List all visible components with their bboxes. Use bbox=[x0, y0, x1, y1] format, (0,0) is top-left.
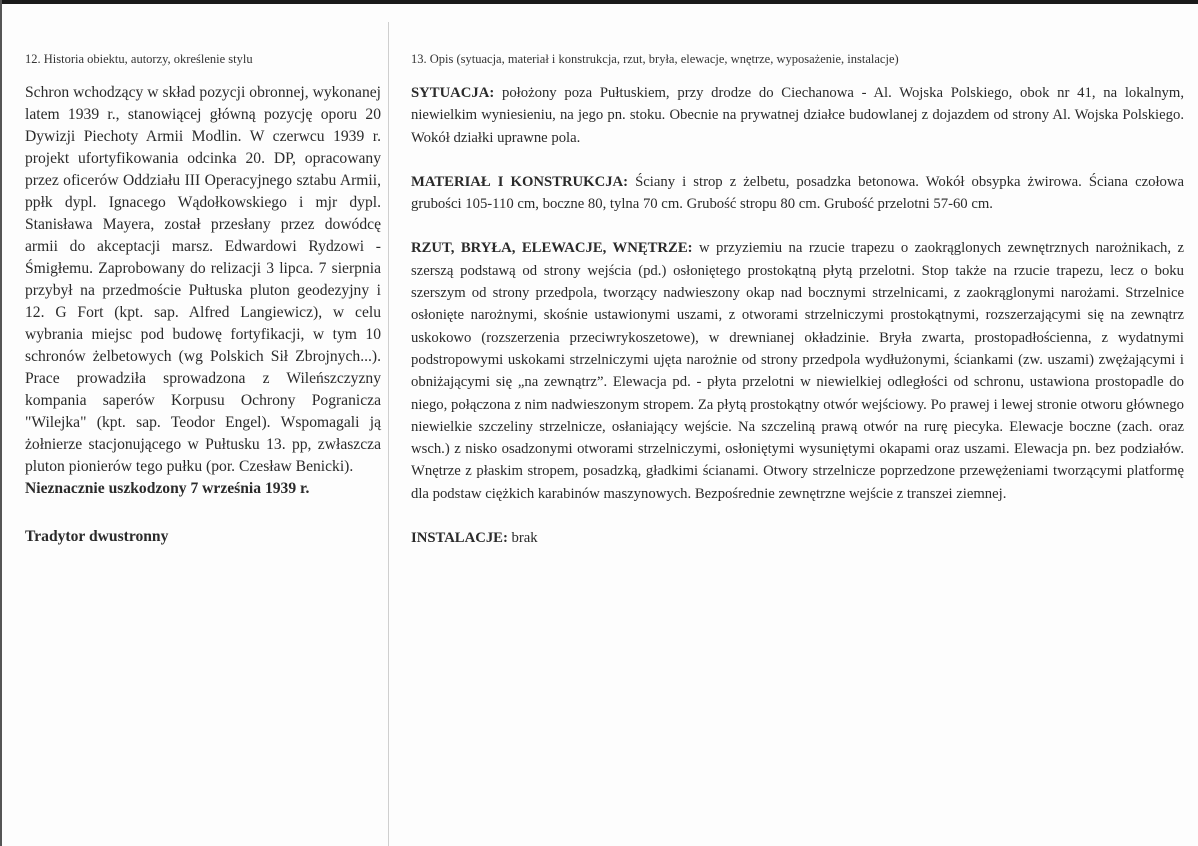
section-label: INSTALACJE: bbox=[411, 530, 508, 547]
damage-note: Nieznacznie uszkodzony 7 września 1939 r. bbox=[25, 480, 310, 497]
description-column bbox=[411, 52, 1184, 571]
section-label: RZUT, BRYŁA, ELEWACJE, WNĘTRZE: bbox=[411, 240, 693, 257]
section-text: w przyziemiu na rzucie trapezu o zaokrąglonych zewnętrznych narożnikach, z szerszą podstawą od strony wejścia (pd.) osłoniętego prostokątną płytą przelotni. Stop także na rzucie trapezu, lecz o boku szerszym od strony przedpola, tworzący nadwieszony okap nad bocznymi strzelnicami, z zaokrąglonymi narożami. Strzelnice osłonięte narożnymi, skośnie ustawionymi uszami, z otworami strzelniczymi prostokątnymi, rozszerzającymi się na zewnątrz uskokowo (rozszerzenia przeciwrykoszetowe), w drewnianej okładzinie. Bryła zwarta, prostopadłościenna, z wydatnymi podstropowymi uskokami strzelniczymi ujęta narożnie od strony przedpola wydłużonymi, ściankami (zw. uszami) zwężającymi i obniżającymi się „na zewnątrz”. Elewacja pd. - płyta przelotni w niewielkiej odległości od schronu, ustawiona prostopadle do niego, połączona z nim nadwieszonym stropem. Za płytą prostokątny otwór wejściowy. Po prawej i lewej stronie otworu głównego niewielkie szczeliny strzelnicze, osłaniający wejście. Na szczeliną prawą otwór na rurę piecyka. Elewacje boczne (zach. oraz wsch.) z nisko osadzonymi otworami strzelniczymi, osłoniętymi wysuniętymi okapami oraz uszami. Elewacja pn. bez podziałów. Wnętrze z płaskim stropem, posadzką, gładkimi ścianami. Otwory strzelnicze poprzedzone przewężeniami tworzącymi platformę dla podstaw ciężkich karabinów maszynowych. Bezpośrednie zewnętrzne wejście z transzei ziemnej. bbox=[411, 240, 1184, 502]
section-situation bbox=[411, 82, 1184, 149]
scan-top-edge bbox=[0, 0, 1198, 4]
description-heading: 13. Opis (sytuacja, materiał i konstrukcja, rzut, bryła, elewacje, wnętrze, wyposażenie, instalacje) bbox=[411, 52, 899, 66]
object-type: Tradytor dwustronny bbox=[25, 528, 169, 545]
scan-left-edge bbox=[0, 0, 2, 846]
history-column bbox=[25, 52, 381, 548]
section-installations bbox=[411, 527, 1184, 549]
section-plan-form bbox=[411, 237, 1184, 505]
section-label: MATERIAŁ I KONSTRUKCJA: bbox=[411, 173, 629, 190]
history-body: Schron wchodzący w skład pozycji obronnej, wykonanej latem 1939 r., stanowiącej główną pozycję oporu 20 Dywizji Piechoty Armii Modlin. W czerwcu 1939 r. projekt ufortyfikowania odcinka 20. DP, opracowany przez oficerów Oddziału III Operacyjnego sztabu Armii, ppłk dypl. Ignacego Wądołkowskiego i mjr dypl. Stanisława Mayera, został przesłany przez dowódcę armii do akceptacji marsz. Edwardowi Rydzowi - Śmigłemu. Zaprobowany do relizacji 3 lipca. 7 sierpnia przybył na przedmoście Pułtuska pluton geodezyjny i 12. G Fort (kpt. sap. Alfred Langiewicz), w celu wybrania miejsc pod budowę fortyfikacji, w tym 10 schronów żelbetowych (wg Polskich Sił Zbrojnych...). Prace prowadziła sprowadzona z Wileńszczyzny kompania saperów Korpusu Ochrony Pogranicza "Wilejka" (kpt. sap. Teodor Engel). Wspomagali ją żołnierze stacjonującego w Pułtusku 13. pp, zwłaszcza pluton pionierów tego pułku (por. Czesław Benicki). bbox=[25, 84, 381, 475]
column-divider bbox=[388, 22, 389, 846]
section-text: Ściany i strop z żelbetu, posadzka betonowa. Wokół obsypka żwirowa. Ściana czołowa grubości 105-110 cm, boczne 80, tylna 70 cm. Grubość stropu 80 cm. Grubość przelotni 57-60 cm. bbox=[411, 173, 1184, 213]
section-material bbox=[411, 171, 1184, 216]
section-text: położony poza Pułtuskiem, przy drodze do Ciechanowa - Al. Wojska Polskiego, obok nr 41, na lokalnym, niewielkim wyniesieniu, na jego pn. stoku. Obecnie na prywatnej działce budowlanej z dojazdem od strony Al. Wojska Polskiego. Wokół działki uprawne pola. bbox=[411, 85, 1184, 146]
section-label: SYTUACJA: bbox=[411, 85, 495, 101]
section-text: brak bbox=[507, 530, 538, 547]
history-heading: 12. Historia obiektu, autorzy, określenie stylu bbox=[25, 52, 253, 66]
